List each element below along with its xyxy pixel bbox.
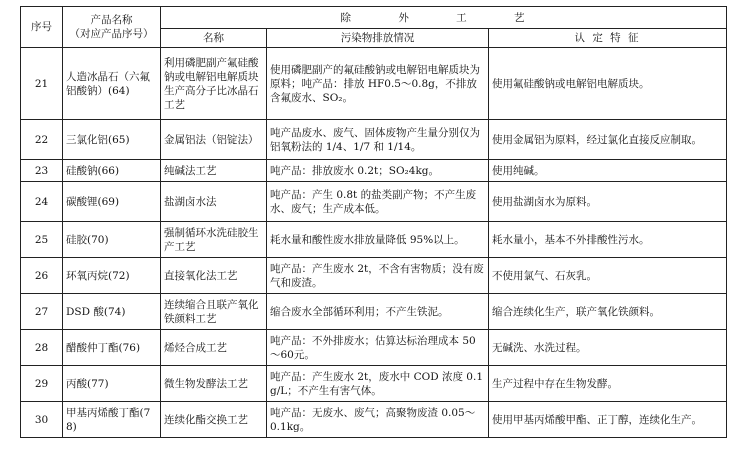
table-row — [21, 258, 727, 294]
row-process-name: 直接氧化法工艺 — [161, 258, 267, 294]
row-process-name: 利用磷肥副产氟硅酸钠或电解铝电解质块生产高分子比冰晶石工艺 — [161, 48, 267, 120]
row-feature: 使用金属铝为原料，经过氯化直接反应制取。 — [489, 120, 727, 160]
row-no: 26 — [21, 258, 63, 294]
row-feature: 缩合连续化生产，联产氧化铁颜料。 — [489, 294, 727, 330]
row-product: 三氯化铝(65) — [63, 120, 161, 160]
row-feature: 使用甲基丙烯酸甲酯、正丁醇，连续化生产。 — [489, 402, 727, 438]
row-pollution: 缩合废水全部循环利用；不产生铁泥。 — [267, 294, 489, 330]
row-product: 醋酸仲丁酯(76) — [63, 330, 161, 366]
row-pollution: 使用磷肥副产的氟硅酸钠或电解铝电解质块为原料；吨产品：排放 HF0.5～0.8g，不排放含氟废水、SO₂。 — [267, 48, 489, 120]
process-table — [20, 6, 727, 438]
row-product: 甲基丙烯酸丁酯(78) — [63, 402, 161, 438]
row-feature: 生产过程中存在生物发酵。 — [489, 366, 727, 402]
header-seq: 序号 — [21, 7, 63, 48]
header-pollution: 污染物排放情况 — [267, 29, 489, 48]
row-product: DSD 酸(74) — [63, 294, 161, 330]
header-product-line1: 产品名称 — [90, 14, 133, 26]
row-no: 29 — [21, 366, 63, 402]
row-no: 25 — [21, 222, 63, 258]
row-product: 硅胶(70) — [63, 222, 161, 258]
header-feature: 认 定 特 征 — [489, 29, 727, 48]
header-product-line2: （对应产品序号） — [69, 28, 154, 40]
header-name: 名称 — [161, 29, 267, 48]
table-row — [21, 402, 727, 438]
row-no: 27 — [21, 294, 63, 330]
row-pollution: 吨产品：产生废水 2t，废水中 COD 浓度 0.1g/L；不产生有害气体。 — [267, 366, 489, 402]
row-process-name: 强制循环水洗硅胶生产工艺 — [161, 222, 267, 258]
row-no: 30 — [21, 402, 63, 438]
row-no: 21 — [21, 48, 63, 120]
row-process-name: 金属铝法（铝锭法） — [161, 120, 267, 160]
row-feature: 使用纯碱。 — [489, 160, 727, 182]
row-product: 环氧丙烷(72) — [63, 258, 161, 294]
row-feature: 不使用氯气、石灰乳。 — [489, 258, 727, 294]
row-no: 22 — [21, 120, 63, 160]
row-pollution: 吨产品：排放废水 0.2t；SO₂4kg。 — [267, 160, 489, 182]
row-product: 丙酸(77) — [63, 366, 161, 402]
row-feature: 耗水量小，基本不外排酸性污水。 — [489, 222, 727, 258]
row-process-name: 微生物发酵法工艺 — [161, 366, 267, 402]
table-row — [21, 294, 727, 330]
header-product — [63, 7, 161, 48]
row-feature: 使用盐湖卤水为原料。 — [489, 182, 727, 222]
row-product: 硅酸钠(66) — [63, 160, 161, 182]
row-process-name: 烯烃合成工艺 — [161, 330, 267, 366]
header-row-1 — [21, 7, 727, 29]
row-process-name: 盐湖卤水法 — [161, 182, 267, 222]
row-pollution: 耗水量和酸性废水排放量降低 95%以上。 — [267, 222, 489, 258]
header-process-group: 除 外 工 艺 — [161, 7, 727, 29]
table-row — [21, 366, 727, 402]
table-row — [21, 48, 727, 120]
row-no: 28 — [21, 330, 63, 366]
row-feature: 无碱洗、水洗过程。 — [489, 330, 727, 366]
row-no: 23 — [21, 160, 63, 182]
row-pollution: 吨产品：产生 0.8t 的盐类副产物；不产生废水、废气；生产成本低。 — [267, 182, 489, 222]
table-row — [21, 120, 727, 160]
row-product: 人造冰晶石（六氟铝酸钠）(64) — [63, 48, 161, 120]
row-product: 碳酸锂(69) — [63, 182, 161, 222]
row-feature: 使用氟硅酸钠或电解铝电解质块。 — [489, 48, 727, 120]
row-no: 24 — [21, 182, 63, 222]
table-row — [21, 182, 727, 222]
row-process-name: 纯碱法工艺 — [161, 160, 267, 182]
table-row — [21, 222, 727, 258]
row-process-name: 连续缩合且联产氧化铁颜料工艺 — [161, 294, 267, 330]
row-pollution: 吨产品：产生废水 2t，不含有害物质；没有废气和废渣。 — [267, 258, 489, 294]
table-row — [21, 330, 727, 366]
row-pollution: 吨产品：无废水、废气；高聚物废渣 0.05～0.1kg。 — [267, 402, 489, 438]
row-process-name: 连续化酯交换工艺 — [161, 402, 267, 438]
row-pollution: 吨产品废水、废气、固体废物产生量分别仅为铝氧粉法的 1/4、1/7 和 1/14。 — [267, 120, 489, 160]
row-pollution: 吨产品：不外排废水；估算达标治理成本 50～60元。 — [267, 330, 489, 366]
table-row — [21, 160, 727, 182]
